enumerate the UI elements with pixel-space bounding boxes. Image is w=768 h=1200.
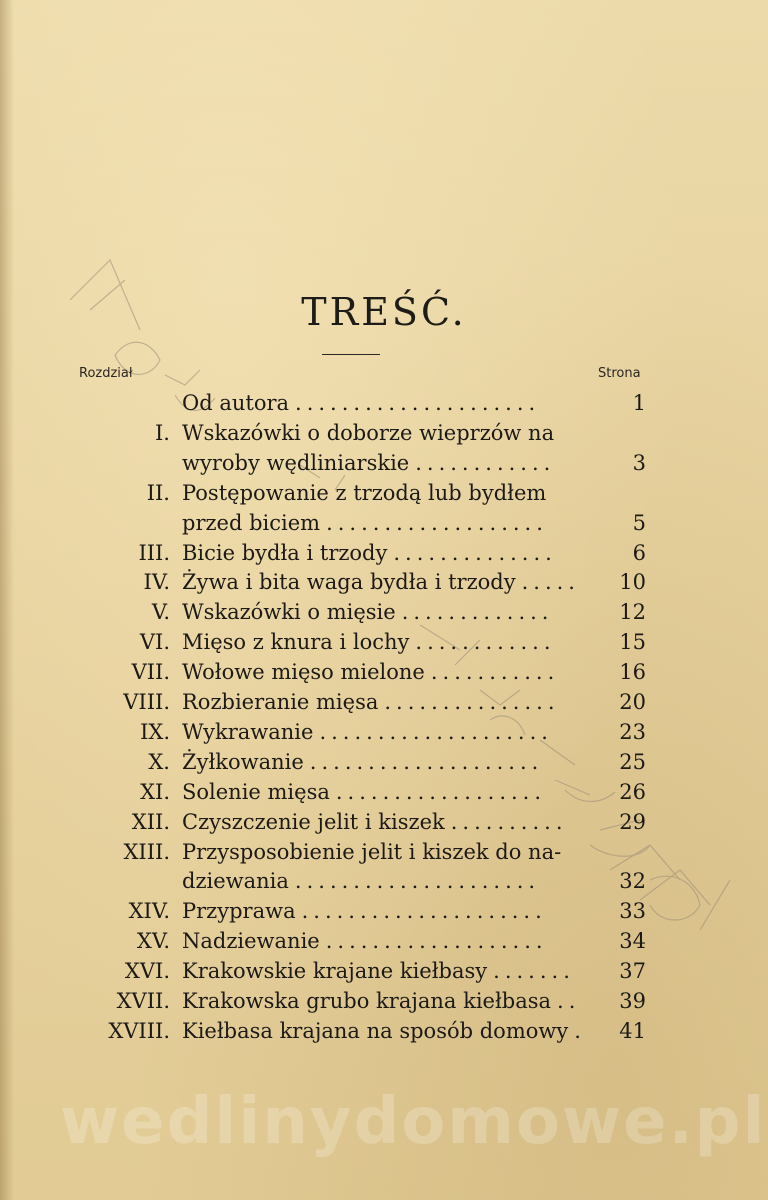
chapter-title: Wskazówki o doborze wieprzów na	[182, 421, 555, 445]
toc-line	[0, 657, 768, 687]
toc-line	[0, 538, 768, 568]
leader-dots: ...........	[430, 660, 560, 684]
page-number: 32	[619, 869, 646, 893]
page-number: 10	[619, 570, 646, 594]
toc-line	[0, 388, 768, 418]
page-number: 26	[619, 780, 646, 804]
column-header-chapter: Rozdział	[79, 366, 133, 381]
chapter-number: VI.	[139, 630, 170, 654]
chapter-number: II.	[146, 481, 170, 505]
leader-dots: .....................	[301, 899, 547, 923]
leader-dots: .............	[401, 600, 554, 624]
chapter-title: Przyprawa	[182, 899, 296, 923]
chapter-number: XII.	[131, 810, 170, 834]
page-number: 15	[619, 630, 646, 654]
leader-dots: ..............	[393, 541, 557, 565]
chapter-title: Żywa i bita waga bydła i trzody	[182, 570, 516, 594]
page-number: 37	[619, 959, 646, 983]
chapter-number: I.	[155, 421, 170, 445]
chapter-title: Bicie bydła i trzody	[182, 541, 388, 565]
chapter-title: Żyłkowanie	[182, 750, 304, 774]
toc-line	[0, 508, 768, 538]
toc-line	[0, 687, 768, 717]
chapter-number: XIV.	[128, 899, 170, 923]
page-number: 12	[619, 600, 646, 624]
leader-dots: .....................	[295, 391, 541, 415]
page-number: 3	[632, 451, 646, 475]
toc-line	[0, 866, 768, 896]
chapter-title: Przysposobienie jelit i kiszek do na-	[182, 840, 562, 864]
toc-line	[0, 837, 768, 867]
chapter-title: Wykrawanie	[182, 720, 314, 744]
leader-dots: ............	[415, 451, 556, 475]
page-number: 41	[619, 1019, 646, 1043]
page-number: 1	[632, 391, 646, 415]
chapter-number: X.	[148, 750, 170, 774]
toc-line	[0, 418, 768, 448]
page-number: 16	[619, 660, 646, 684]
toc-line	[0, 896, 768, 926]
leader-dots: .....................	[294, 869, 541, 893]
chapter-title: Od autora	[182, 391, 290, 415]
toc-line	[0, 717, 768, 747]
chapter-number: VIII.	[123, 690, 170, 714]
chapter-title: Krakowska grubo krajana kiełbasa	[182, 989, 552, 1013]
chapter-title: Czyszczenie jelit i kiszek	[182, 810, 445, 834]
chapter-title: przed biciem	[182, 511, 321, 535]
chapter-number: XVIII.	[108, 1019, 170, 1043]
chapter-title: Wskazówki o mięsie	[182, 600, 396, 624]
chapter-title: Rozbieranie mięsa	[182, 690, 379, 714]
toc-line	[0, 747, 768, 777]
page-number: 33	[619, 899, 646, 923]
page-number: 23	[619, 720, 646, 744]
toc-line	[0, 567, 768, 597]
chapter-title: Wołowe mięso mielone	[182, 660, 425, 684]
toc-line	[0, 986, 768, 1016]
page-number: 39	[619, 989, 646, 1013]
chapter-number: V.	[151, 600, 170, 624]
chapter-number: XVII.	[116, 989, 170, 1013]
leader-dots: ...................	[325, 929, 548, 953]
chapter-number: VII.	[131, 660, 170, 684]
toc-line	[0, 478, 768, 508]
chapter-title: dziewania	[182, 869, 289, 893]
leader-dots: ..	[557, 989, 581, 1013]
page-number: 25	[619, 750, 646, 774]
page-number: 5	[632, 511, 646, 535]
leader-dots: ...............	[384, 690, 560, 714]
page-number: 20	[619, 690, 646, 714]
chapter-title: Krakowskie krajane kiełbasy	[182, 959, 488, 983]
leader-dots: ...................	[326, 511, 548, 535]
toc-line	[0, 777, 768, 807]
chapter-title: Mięso z knura i lochy	[182, 630, 410, 654]
toc-line	[0, 956, 768, 986]
page-title: TREŚĆ.	[301, 290, 467, 334]
leader-dots: .	[574, 1019, 586, 1043]
chapter-title: Postępowanie z trzodą lub bydłem	[182, 481, 547, 505]
chapter-number: IV.	[143, 570, 170, 594]
chapter-number: IX.	[140, 720, 170, 744]
leader-dots: ..................	[335, 780, 547, 804]
toc-line	[0, 807, 768, 837]
leader-dots: ............	[415, 630, 556, 654]
chapter-title: wyroby wędliniarskie	[182, 451, 410, 475]
toc-line	[0, 926, 768, 956]
leader-dots: ....................	[319, 720, 553, 744]
toc-line	[0, 448, 768, 478]
leader-dots: .......	[493, 959, 575, 983]
chapter-number: III.	[138, 541, 170, 565]
chapter-title: Kiełbasa krajana na sposób domowy	[182, 1019, 569, 1043]
chapter-title: Nadziewanie	[182, 929, 320, 953]
page-number: 29	[619, 810, 646, 834]
page-number: 34	[619, 929, 646, 953]
toc-line	[0, 597, 768, 627]
chapter-number: XI.	[140, 780, 170, 804]
leader-dots: .....	[521, 570, 580, 594]
toc-line	[0, 627, 768, 657]
title-divider	[322, 354, 380, 355]
chapter-title: Solenie mięsa	[182, 780, 330, 804]
chapter-number: XIII.	[123, 840, 170, 864]
watermark: wedlinydomowe.pl	[60, 1085, 767, 1159]
toc-line	[0, 1016, 768, 1046]
leader-dots: ..........	[450, 810, 568, 834]
chapter-number: XVI.	[124, 959, 170, 983]
column-header-page: Strona	[598, 366, 641, 381]
page-number: 6	[632, 541, 646, 565]
leader-dots: ....................	[309, 750, 544, 774]
chapter-number: XV.	[136, 929, 170, 953]
